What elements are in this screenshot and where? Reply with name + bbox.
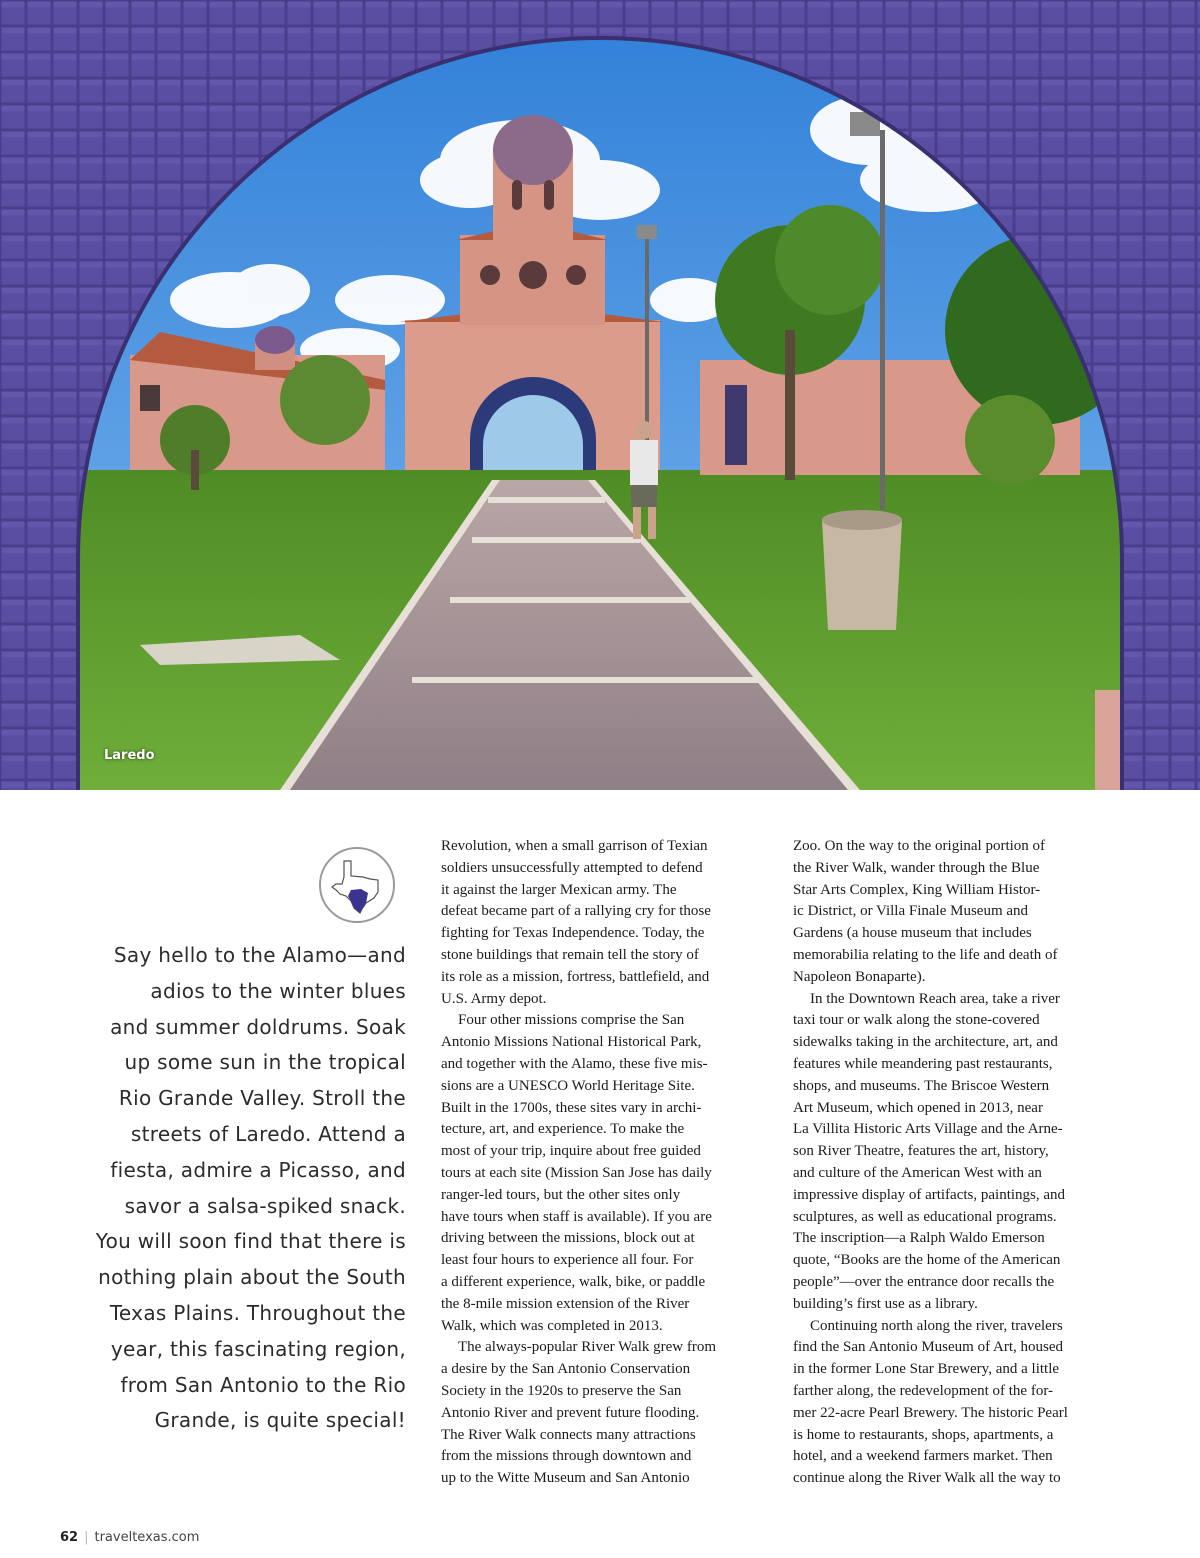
photo-caption: Laredo <box>104 748 155 763</box>
article-column-right <box>793 836 1111 1490</box>
footer-divider: | <box>84 1530 89 1545</box>
body-line: driving between the missions, block out at <box>441 1230 695 1247</box>
pull-quote-line: adios to the winter blues <box>150 978 406 1003</box>
pull-quote-line: You will soon find that there is <box>95 1229 406 1254</box>
body-line: Four other missions comprise the San <box>458 1012 685 1029</box>
body-line: up to the Witte Museum and San Antonio <box>441 1470 690 1487</box>
body-line: shops, and museums. The Briscoe Western <box>793 1077 1050 1094</box>
body-line: Society in the 1920s to preserve the San <box>441 1382 682 1399</box>
body-line: soldiers unsuccessfully attempted to defend <box>441 859 703 876</box>
body-line: Walk, which was completed in 2013. <box>441 1317 663 1334</box>
body-line: Antonio Missions National Historical Park, <box>441 1034 702 1051</box>
body-line: quote, “Books are the home of the American <box>793 1252 1061 1269</box>
body-line: Zoo. On the way to the original portion of <box>793 838 1046 854</box>
body-line: Napoleon Bonaparte). <box>793 968 926 985</box>
pull-quote-line: up some sun in the tropical <box>124 1050 406 1075</box>
body-line: Antonio River and prevent future flooding. <box>441 1404 700 1421</box>
body-line: the 8-mile mission extension of the River <box>441 1295 690 1312</box>
pull-quote-line: Rio Grande Valley. Stroll the <box>118 1086 406 1111</box>
pull-quote-line: streets of Laredo. Attend a <box>130 1121 406 1146</box>
body-line: farther along, the redevelopment of the for- <box>793 1382 1054 1399</box>
body-line: sidewalks taking in the architecture, art, and <box>793 1034 1058 1051</box>
body-line: Gardens (a house museum that includes <box>793 925 1032 942</box>
body-line: tours at each site (Mission San Jose has daily <box>441 1164 712 1181</box>
body-line: ic District, or Villa Finale Museum and <box>793 903 1029 920</box>
body-line: and culture of the American West with an <box>793 1164 1042 1181</box>
pull-quote <box>80 938 406 1439</box>
body-line: least four hours to experience all four. For <box>441 1252 694 1269</box>
body-line: most of your trip, inquire about free guided <box>441 1143 701 1160</box>
pull-quote-line: year, this fascinating region, <box>110 1336 406 1361</box>
body-line: Built in the 1700s, these sites vary in archi- <box>441 1099 702 1116</box>
pull-quote-line: Texas Plains. Throughout the <box>109 1300 406 1325</box>
body-line: impressive display of artifacts, paintings, and <box>793 1186 1066 1203</box>
pull-quote-line: fiesta, admire a Picasso, and <box>110 1157 406 1182</box>
body-line: continue along the River Walk all the way to <box>793 1470 1061 1487</box>
body-line: mer 22-acre Pearl Brewery. The historic Pearl <box>793 1404 1068 1421</box>
body-line: sions are a UNESCO World Heritage Site. <box>441 1077 695 1094</box>
body-line: Art Museum, which opened in 2013, near <box>793 1099 1043 1116</box>
page-footer <box>60 1530 199 1545</box>
body-line: The always-popular River Walk grew from <box>458 1339 717 1356</box>
body-line: stone buildings that remain tell the story of <box>441 946 699 963</box>
body-line: its role as a mission, fortress, battlefield, and <box>441 968 710 985</box>
body-line: memorabilia relating to the life and death of <box>793 946 1058 963</box>
body-line: La Villita Historic Arts Village and the Arne- <box>793 1121 1063 1138</box>
pull-quote-line: nothing plain about the South <box>98 1265 406 1290</box>
body-line: ranger-led tours, but the other sites only <box>441 1186 681 1203</box>
body-line: The River Walk connects many attractions <box>441 1426 696 1443</box>
body-line: U.S. Army depot. <box>441 990 547 1007</box>
body-line: from the missions through downtown and <box>441 1448 692 1465</box>
body-line: tecture, art, and experience. To make the <box>441 1121 685 1138</box>
pull-quote-line: and summer doldrums. Soak <box>110 1014 406 1039</box>
body-line: Continuing north along the river, travelers <box>810 1317 1063 1334</box>
body-line: sculptures, as well as educational programs. <box>793 1208 1057 1225</box>
pull-quote-line: Grande, is quite special! <box>154 1408 406 1433</box>
texas-map-icon <box>318 846 396 924</box>
body-line: in the former Lone Star Brewery, and a little <box>793 1361 1060 1378</box>
footer-site-url: traveltexas.com <box>94 1530 200 1545</box>
article-column-middle <box>441 836 759 1490</box>
body-line: have tours when staff is available). If you are <box>441 1208 712 1225</box>
body-line: hotel, and a weekend farmers market. Then <box>793 1448 1053 1465</box>
body-line: features while meandering past restaurants, <box>793 1055 1053 1072</box>
body-line: son River Theatre, features the art, history, <box>793 1143 1049 1160</box>
body-line: The inscription—a Ralph Waldo Emerson <box>793 1230 1045 1247</box>
body-line: the River Walk, wander through the Blue <box>793 859 1040 876</box>
body-line: find the San Antonio Museum of Art, housed <box>793 1339 1063 1356</box>
body-line: it against the larger Mexican army. The <box>441 881 677 898</box>
body-line: is home to restaurants, shops, apartments, a <box>793 1426 1054 1443</box>
body-line: defeat became part of a rallying cry for those <box>441 903 711 920</box>
body-line: fighting for Texas Independence. Today, the <box>441 925 705 942</box>
body-line: a desire by the San Antonio Conservation <box>441 1361 691 1378</box>
body-line: and together with the Alamo, these five mis- <box>441 1055 708 1072</box>
body-line: In the Downtown Reach area, take a river <box>810 990 1060 1007</box>
body-line: Revolution, when a small garrison of Texian <box>441 838 708 854</box>
body-line: a different experience, walk, bike, or paddle <box>441 1273 706 1290</box>
body-line: building’s first use as a library. <box>793 1295 978 1312</box>
page-number: 62 <box>60 1530 79 1545</box>
body-line: Star Arts Complex, King William Histor- <box>793 881 1041 898</box>
body-line: people”—over the entrance door recalls the <box>793 1273 1055 1290</box>
pull-quote-line: from San Antonio to the Rio <box>120 1372 406 1397</box>
pull-quote-line: Say hello to the Alamo—and <box>113 943 406 967</box>
body-line: taxi tour or walk along the stone-covered <box>793 1012 1040 1029</box>
pull-quote-line: savor a salsa-spiked snack. <box>124 1193 406 1218</box>
